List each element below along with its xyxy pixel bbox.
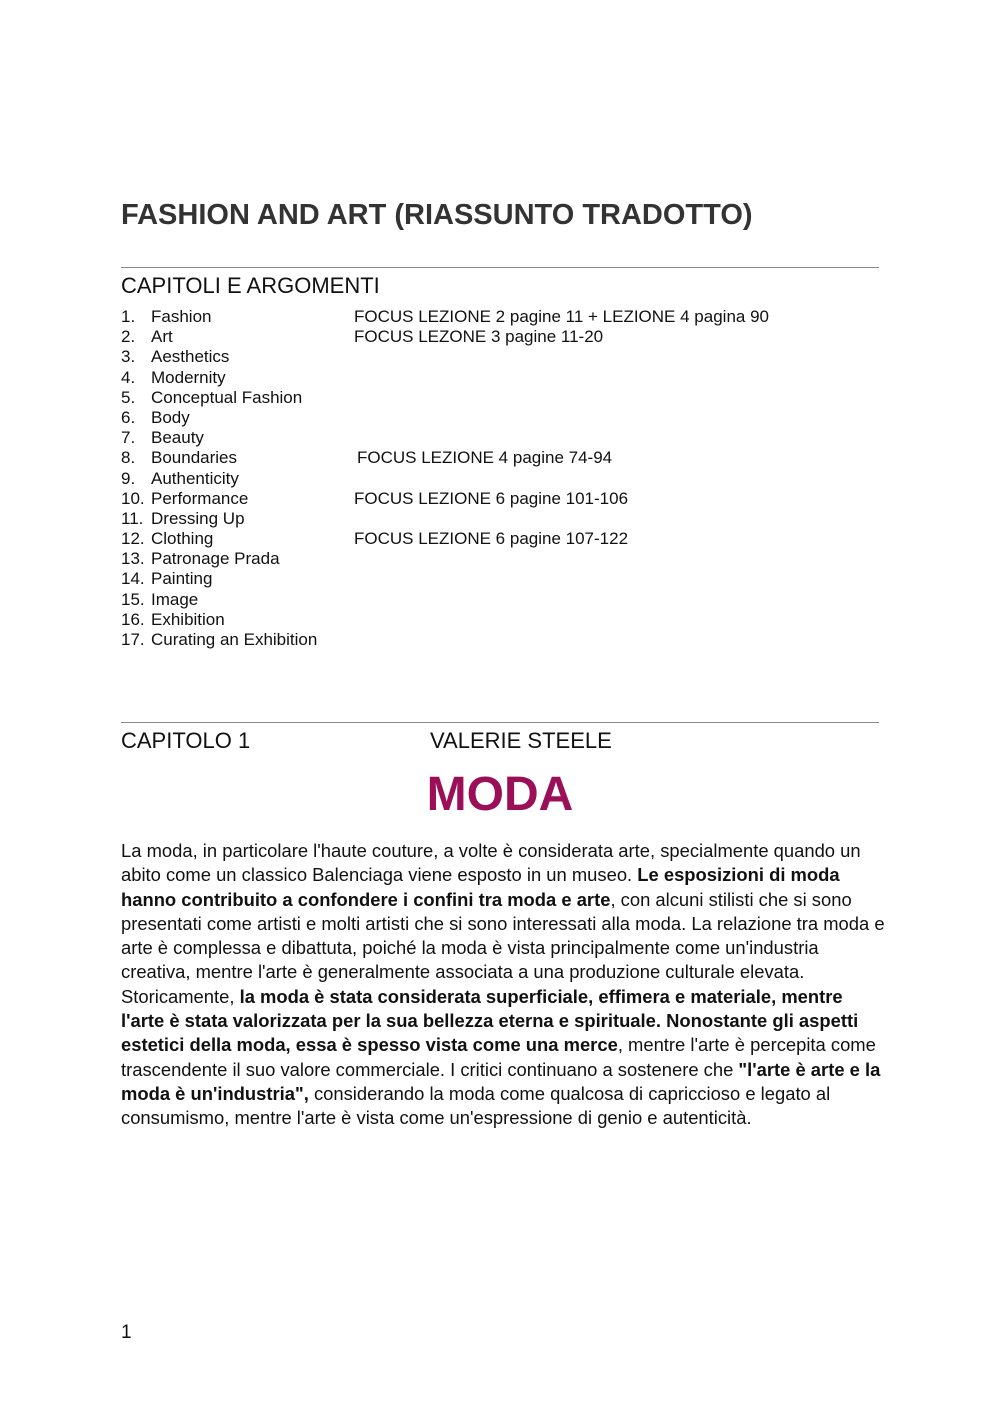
emphasized-text: la moda è stata considerata superficiale, effimera e materiale, mentre l'arte è stata valorizzata per la sua bellezza eterna e spirituale. Nonostante gli aspetti estetici della moda, essa è spesso vista come una merce — [121, 985, 859, 1056]
section-divider — [121, 267, 879, 268]
chapters-section-heading: CAPITOLI E ARGOMENTI — [121, 273, 380, 298]
chapter-topic: Dressing Up — [151, 508, 245, 528]
chapter-author: VALERIE STEELE — [430, 728, 612, 753]
chapter-number: 8. — [121, 448, 136, 468]
chapter-heading — [121, 728, 612, 754]
chapter-number: 16. — [121, 609, 145, 629]
chapter-number: 13. — [121, 549, 145, 569]
chapter-number: 10. — [121, 488, 145, 508]
body-text-run: , mentre l'arte è percepita come trascendente il suo valore commerciale. I critici continuano a sostenere che — [121, 1034, 876, 1080]
section-divider — [121, 722, 879, 723]
body-text-run: considerando la moda come qualcosa di capriccioso e legato al consumismo, mentre l'arte è vista come un'espressione di genio e autenticità. — [121, 1082, 831, 1129]
chapter-list-item — [121, 368, 317, 388]
emphasized-text: Le esposizioni di moda hanno contribuito a confondere i confini tra moda e arte — [121, 864, 840, 910]
chapter-list-item — [121, 590, 317, 610]
chapter-topic: Exhibition — [151, 609, 225, 629]
page-number: 1 — [121, 1322, 132, 1343]
chapter-list-item — [121, 610, 317, 630]
chapter-topic: Curating an Exhibition — [151, 630, 318, 649]
chapter-focus-note: FOCUS LEZIONE 6 pagine 107-122 — [354, 529, 629, 549]
chapter-topic: Aesthetics — [151, 347, 230, 367]
chapter-number: 14. — [121, 569, 145, 589]
chapter-number: 5. — [121, 387, 136, 407]
chapter-list — [121, 307, 769, 650]
chapter-number: 3. — [121, 347, 136, 367]
chapter-topic: Beauty — [151, 428, 204, 448]
chapter-number: 12. — [121, 529, 145, 549]
chapter-list-item — [121, 388, 317, 408]
chapter-topic: Painting — [151, 569, 213, 589]
chapter-focus-note: FOCUS LEZIONE 6 pagine 101-106 — [354, 488, 629, 508]
chapter-topic: Authenticity — [151, 468, 239, 488]
chapter-paragraph — [121, 839, 886, 1131]
chapter-focus-note: FOCUS LEZIONE 4 pagine 74-94 — [357, 448, 613, 468]
chapter-list-item — [121, 529, 629, 549]
chapter-list-item — [121, 630, 317, 650]
chapter-number: 7. — [121, 428, 136, 448]
chapter-number: 15. — [121, 589, 145, 609]
chapter-topic: Clothing — [151, 529, 214, 549]
chapter-topic: Performance — [151, 488, 249, 508]
chapter-number: 2. — [121, 327, 136, 347]
chapter-topic: Patronage Prada — [151, 549, 280, 569]
chapter-topic: Art — [151, 327, 173, 347]
chapter-topic: Body — [151, 407, 190, 427]
chapter-number: 1. — [121, 307, 136, 326]
chapter-list-item — [121, 347, 317, 367]
chapter-topic: Conceptual Fashion — [151, 387, 303, 407]
body-text-run: , con alcuni stilisti che si sono presentati come artisti e molti artisti che si sono interessati alla moda. La relazione tra moda e arte è complessa e dibattuta, poiché la moda è vista principalmente come un'industria creativa, mentre l'arte è generalmente associata a una produzione culturale elevata. Storicamente, — [121, 888, 885, 1007]
chapter-number: 4. — [121, 367, 136, 387]
chapter-list-item — [121, 408, 317, 428]
chapter-topic: Modernity — [151, 367, 226, 387]
chapter-list-item — [121, 327, 604, 347]
chapter-topic: Boundaries — [151, 448, 238, 468]
chapter-list-item — [121, 488, 629, 509]
chapter-focus-note: FOCUS LEZIONE 2 pagine 11 + LEZIONE 4 pagina 90 — [354, 307, 769, 326]
chapter-topic: Image — [151, 589, 199, 609]
chapter-list-item — [121, 569, 317, 589]
chapter-list-item — [121, 448, 613, 468]
chapter-title: MODA — [426, 768, 574, 821]
chapter-label: CAPITOLO 1 — [121, 728, 251, 753]
chapter-topic: Fashion — [151, 307, 212, 326]
chapter-number: 11. — [121, 508, 144, 528]
chapter-number: 9. — [121, 468, 136, 488]
chapter-list-item — [121, 307, 769, 327]
chapter-list-item — [121, 509, 317, 529]
chapter-number: 6. — [121, 407, 136, 427]
chapter-list-item — [121, 428, 317, 448]
chapter-list-item — [121, 549, 317, 569]
chapter-list-item — [121, 469, 317, 489]
emphasized-text: "l'arte è arte e la moda è un'industria", — [121, 1058, 881, 1104]
body-text-run: La moda, in particolare l'haute couture, a volte è considerata arte, specialmente quando un abito come un classico Balenciaga viene esposto in un museo. — [121, 840, 861, 886]
chapter-focus-note: FOCUS LEZONE 3 pagine 11-20 — [354, 327, 604, 347]
chapter-number: 17. — [121, 630, 145, 649]
document-title: FASHION AND ART (RIASSUNTO TRADOTTO) — [121, 199, 753, 231]
